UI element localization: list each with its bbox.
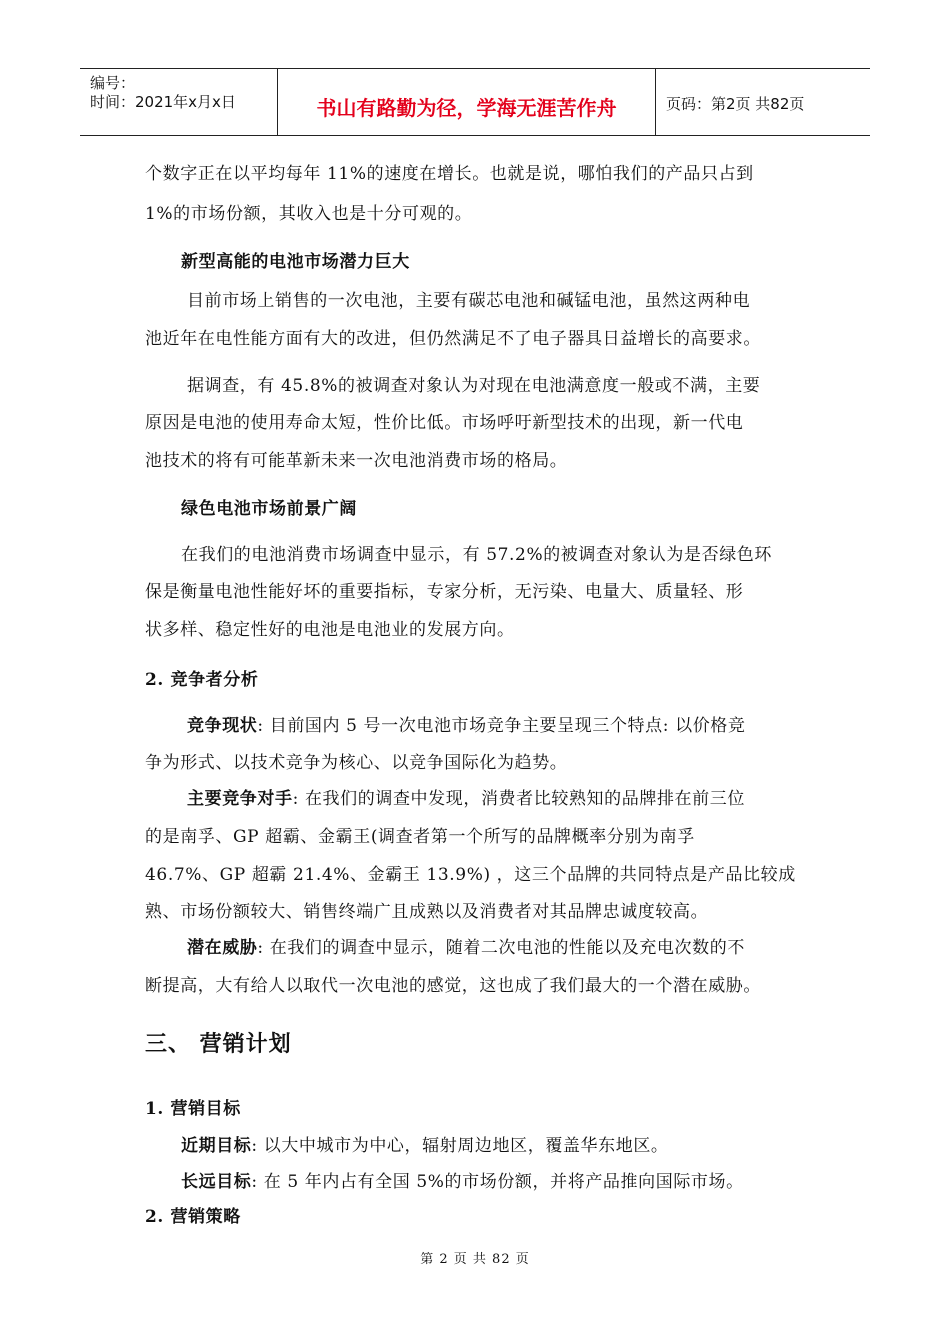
paragraph-line: 原因是电池的使用寿命太短，性价比低。市场呼吁新型技术的出现，新一代电 (145, 413, 744, 433)
page-header (80, 68, 870, 136)
lead-term: 长远目标 (181, 1172, 252, 1192)
paragraph-line: 争为形式、以技术竞争为核心、以竞争国际化为趋势。 (145, 753, 568, 773)
paragraph-line: 据调查，有 45.8%的被调查对象认为对现在电池满意度一般或不满，主要 (187, 376, 761, 396)
lead-text: : 目前国内 5 号一次电池市场竞争主要呈现三个特点: 以价格竞 (257, 716, 746, 736)
paragraph-line (187, 711, 746, 736)
header-motto: 书山有路勤为径，学海无涯苦作舟 (278, 69, 656, 135)
lead-text: : 在 5 年内占有全国 5%的市场份额，并将产品推向国际市场。 (251, 1172, 744, 1192)
paragraph-line (187, 784, 745, 809)
chapter-heading-marketing: 三、 营销计划 (145, 1031, 292, 1057)
lead-term: 主要竞争对手 (187, 789, 293, 809)
section-heading-green-battery: 绿色电池市场前景广阔 (181, 499, 357, 519)
header-page-label: 页码：第2页 共82页 (666, 95, 805, 113)
paragraph-line: 池近年在电性能方面有大的改进，但仍然满足不了电子器具日益增长的高要求。 (145, 329, 761, 349)
lead-term: 竞争现状 (187, 716, 258, 736)
section-heading-strategy: 2. 营销策略 (145, 1207, 241, 1227)
header-date-label: 时间：2021年x月x日 (90, 93, 236, 111)
paragraph-line: 个数字正在以平均每年 11%的速度在增长。也就是说，哪怕我们的产品只占到 (145, 164, 754, 184)
paragraph-line (187, 933, 745, 958)
paragraph-line: 保是衡量电池性能好坏的重要指标，专家分析，无污染、电量大、质量轻、形 (145, 582, 744, 602)
paragraph-line: 的是南孚、GP 超霸、金霸王(调查者第一个所写的品牌概率分别为南孚 (145, 827, 695, 847)
page-footer: 第 2 页 共 82 页 (420, 1252, 530, 1267)
header-number-label: 编号： (90, 74, 136, 92)
paragraph-line: 在我们的电池消费市场调查中显示，有 57.2%的被调查对象认为是否绿色环 (181, 545, 773, 565)
paragraph-line: 目前市场上销售的一次电池，主要有碳芯电池和碱锰电池，虽然这两种电 (187, 291, 751, 311)
paragraph-line: 1%的市场份额，其收入也是十分可观的。 (145, 204, 473, 224)
section-heading-competitor: 2. 竞争者分析 (145, 670, 259, 690)
paragraph-line (181, 1131, 669, 1156)
lead-term: 潜在威胁 (187, 938, 258, 958)
paragraph-line (181, 1167, 744, 1192)
lead-text: : 在我们的调查中发现，消费者比较熟知的品牌排在前三位 (292, 789, 745, 809)
lead-term: 近期目标 (181, 1136, 252, 1156)
lead-text: : 以大中城市为中心，辐射周边地区，覆盖华东地区。 (251, 1136, 669, 1156)
paragraph-line: 46.7%、GP 超霸 21.4%、金霸王 13.9%) ，这三个品牌的共同特点是产品比较成 (145, 865, 796, 885)
lead-text: : 在我们的调查中显示，随着二次电池的性能以及充电次数的不 (257, 938, 745, 958)
section-heading-new-battery: 新型高能的电池市场潜力巨大 (181, 252, 410, 272)
paragraph-line: 状多样、稳定性好的电池是电池业的发展方向。 (145, 620, 515, 640)
paragraph-line: 熟、市场份额较大、销售终端广且成熟以及消费者对其品牌忠诚度较高。 (145, 902, 709, 922)
section-heading-goal: 1. 营销目标 (145, 1099, 241, 1119)
header-meta (80, 69, 278, 135)
paragraph-line: 断提高，大有给人以取代一次电池的感觉，这也成了我们最大的一个潜在威胁。 (145, 976, 761, 996)
paragraph-line: 池技术的将有可能革新未来一次电池消费市场的格局。 (145, 451, 568, 471)
